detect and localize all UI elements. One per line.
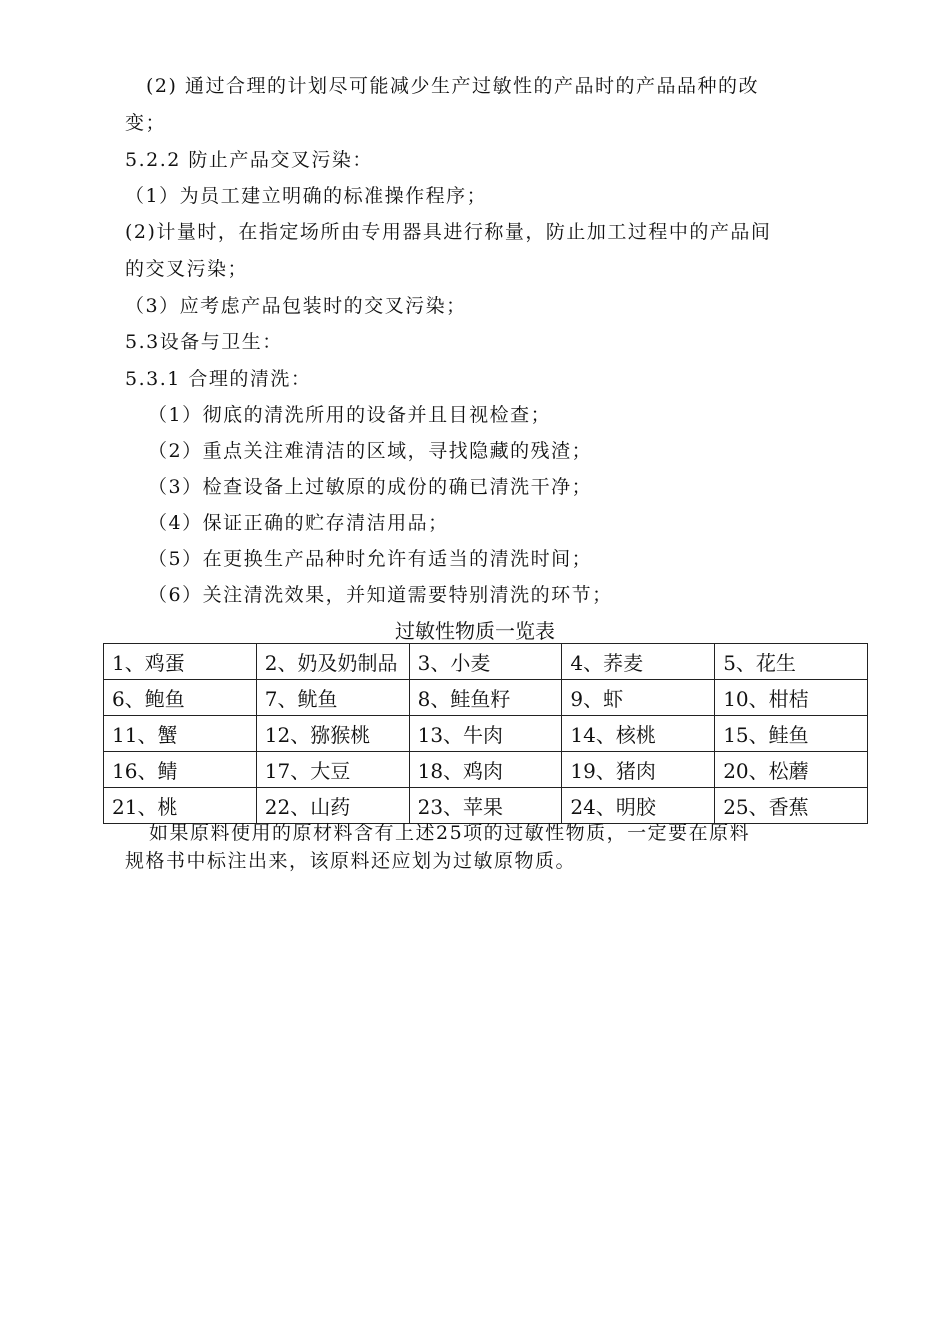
table-cell: 7、鱿鱼 [256,680,409,716]
line-clean-6: （6）关注清洗效果，并知道需要特别清洗的环节； [148,584,613,606]
table-cell: 9、虾 [562,680,715,716]
heading-5-3: 5.3设备与卫生： [125,331,283,353]
table-cell: 23、苹果 [409,788,562,824]
table-cell: 8、鲑鱼籽 [409,680,562,716]
table-cell: 14、核桃 [562,716,715,752]
table-cell: 5、花生 [715,644,868,680]
line-clean-1: （1）彻底的清洗所用的设备并且目视检查； [148,404,552,426]
table-cell: 10、柑桔 [715,680,868,716]
table-cell: 17、大豆 [256,752,409,788]
table-row [104,680,868,716]
table-title: 过敏性物质一览表 [395,619,555,643]
line-clean-3: （3）检查设备上过敏原的成份的确已清洗干净； [148,476,593,498]
table-cell: 2、奶及奶制品 [256,644,409,680]
heading-5-2-2: 5.2.2 防止产品交叉污染： [125,149,373,171]
line-plan-2-cont: 变； [125,112,167,134]
table-cell: 21、桃 [104,788,257,824]
table-cell: 22、山药 [256,788,409,824]
line-cross-2-cont: 的交叉污染； [125,258,249,280]
footer-note-line-1: 如果原料使用的原材料含有上述25项的过敏性物质，一定要在原料 [149,822,751,844]
table-cell: 11、蟹 [104,716,257,752]
table-cell: 1、鸡蛋 [104,644,257,680]
table-row [104,752,868,788]
line-cross-3: （3）应考虑产品包装时的交叉污染； [125,295,467,317]
table-row [104,644,868,680]
line-clean-5: （5）在更换生产品种时允许有适当的清洗时间； [148,548,593,570]
allergen-table [103,643,868,824]
table-cell: 19、猪肉 [562,752,715,788]
table-cell: 25、香蕉 [715,788,868,824]
line-cross-2: (2)计量时，在指定场所由专用器具进行称量，防止加工过程中的产品间 [125,221,772,243]
table-row [104,716,868,752]
table-row [104,788,868,824]
line-plan-2: (2) 通过合理的计划尽可能减少生产过敏性的产品时的产品品种的改 [146,75,759,97]
table-cell: 20、松蘑 [715,752,868,788]
footer-note-line-2: 规格书中标注出来，该原料还应划为过敏原物质。 [125,850,577,872]
table-cell: 3、小麦 [409,644,562,680]
table-cell: 16、鲭 [104,752,257,788]
table-cell: 4、荞麦 [562,644,715,680]
table-cell: 15、鲑鱼 [715,716,868,752]
line-cross-1: （1）为员工建立明确的标准操作程序； [125,185,488,207]
table-cell: 12、猕猴桃 [256,716,409,752]
table-cell: 24、明胶 [562,788,715,824]
heading-5-3-1: 5.3.1 合理的清洗： [125,368,312,390]
line-clean-2: （2）重点关注难清洁的区域，寻找隐藏的残渣； [148,440,593,462]
table-cell: 18、鸡肉 [409,752,562,788]
line-clean-4: （4）保证正确的贮存清洁用品； [148,512,449,534]
table-cell: 6、鲍鱼 [104,680,257,716]
table-cell: 13、牛肉 [409,716,562,752]
